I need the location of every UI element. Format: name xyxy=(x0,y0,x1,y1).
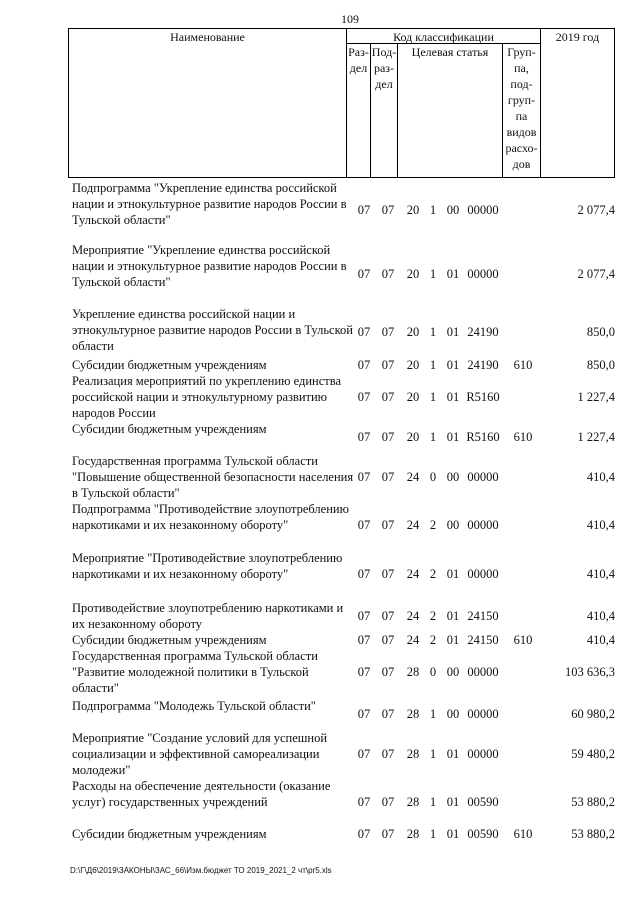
row-code3: 01 xyxy=(446,267,460,281)
row-code1: 20 xyxy=(406,203,420,217)
row-subsection: 07 xyxy=(381,267,395,281)
row-subsection: 07 xyxy=(381,518,395,532)
row-name: Подпрограмма "Укрепление единства российской нации и этнокультурное развитие народов России в Тульской области" xyxy=(72,181,347,227)
row-amount: 850,0 xyxy=(586,325,615,339)
row-code4: R5160 xyxy=(466,430,500,444)
row-code4: 00000 xyxy=(467,470,499,484)
row-name: Субсидии бюджетным учреждениям xyxy=(72,827,267,841)
row-code2: 1 xyxy=(429,430,437,444)
row-name: Государственная программа Тульской области "Развитие молодежной политики в Тульской области" xyxy=(72,649,318,695)
row-code3: 01 xyxy=(446,358,460,372)
row-section: 07 xyxy=(357,358,371,372)
row-section: 07 xyxy=(357,665,371,679)
row-code3: 01 xyxy=(446,325,460,339)
row-section: 07 xyxy=(357,518,371,532)
row-code1: 28 xyxy=(406,747,420,761)
row-code1: 28 xyxy=(406,665,420,679)
row-amount: 60 980,2 xyxy=(571,707,615,721)
row-code3: 01 xyxy=(446,747,460,761)
row-code4: R5160 xyxy=(466,390,500,404)
row-code3: 00 xyxy=(446,665,460,679)
row-amount: 59 480,2 xyxy=(571,747,615,761)
header-subsection xyxy=(370,43,398,178)
row-code4: 00000 xyxy=(467,267,499,281)
row-amount: 2 077,4 xyxy=(577,203,615,217)
row-vid: 610 xyxy=(513,430,533,444)
row-name: Субсидии бюджетным учреждениям xyxy=(72,633,267,647)
header-section xyxy=(346,43,371,178)
row-subsection: 07 xyxy=(381,470,395,484)
row-name: Расходы на обеспечение деятельности (оказание услуг) государственных учреждений xyxy=(72,779,331,809)
row-amount: 103 636,3 xyxy=(565,665,615,679)
row-subsection: 07 xyxy=(381,633,395,647)
row-code2: 2 xyxy=(429,609,437,623)
row-code3: 01 xyxy=(446,567,460,581)
row-name: Мероприятие "Противодействие злоупотреблению наркотиками и их незаконному обороту" xyxy=(72,551,343,581)
row-section: 07 xyxy=(357,203,371,217)
row-code3: 00 xyxy=(446,518,460,532)
header-name-label: Наименование xyxy=(170,30,245,44)
header-year xyxy=(540,28,615,178)
row-amount: 53 880,2 xyxy=(571,827,615,841)
row-name: Противодействие злоупотреблению наркотиками и их незаконному обороту xyxy=(72,601,344,631)
row-code1: 28 xyxy=(406,707,420,721)
row-code4: 24150 xyxy=(467,633,499,647)
row-code3: 01 xyxy=(446,795,460,809)
row-code3: 00 xyxy=(446,203,460,217)
header-vid xyxy=(502,43,541,178)
row-subsection: 07 xyxy=(381,827,395,841)
row-subsection: 07 xyxy=(381,567,395,581)
row-section: 07 xyxy=(357,827,371,841)
row-code1: 20 xyxy=(406,390,420,404)
row-code4: 00590 xyxy=(467,827,499,841)
row-name: Реализация мероприятий по укреплению единства российской нации и этнокультурному развитию народов России xyxy=(72,374,342,420)
row-code4: 00000 xyxy=(467,203,499,217)
row-name: Государственная программа Тульской области "Повышение общественной безопасности населения в Тульской области" xyxy=(72,454,354,500)
row-name: Укрепление единства российской нации и этнокультурное развитие народов России в Тульской области xyxy=(72,307,353,353)
row-section: 07 xyxy=(357,707,371,721)
row-code3: 00 xyxy=(446,470,460,484)
row-code3: 01 xyxy=(446,390,460,404)
row-section: 07 xyxy=(357,430,371,444)
row-code2: 1 xyxy=(429,827,437,841)
row-code1: 20 xyxy=(406,325,420,339)
page-number: 109 xyxy=(341,12,359,26)
row-section: 07 xyxy=(357,567,371,581)
header-subsection-label: Под- раз- дел xyxy=(371,45,397,91)
row-amount: 1 227,4 xyxy=(577,430,615,444)
row-name: Подпрограмма "Противодействие злоупотреблению наркотиками и их незаконному обороту" xyxy=(72,502,349,532)
row-subsection: 07 xyxy=(381,747,395,761)
row-amount: 410,4 xyxy=(586,518,615,532)
row-amount: 53 880,2 xyxy=(571,795,615,809)
row-code2: 0 xyxy=(429,470,437,484)
row-amount: 410,4 xyxy=(586,609,615,623)
row-code2: 0 xyxy=(429,665,437,679)
row-code3: 01 xyxy=(446,609,460,623)
table-header xyxy=(68,28,615,178)
row-code2: 1 xyxy=(429,747,437,761)
row-subsection: 07 xyxy=(381,430,395,444)
row-code4: 24150 xyxy=(467,609,499,623)
row-section: 07 xyxy=(357,325,371,339)
row-code2: 1 xyxy=(429,707,437,721)
row-code2: 2 xyxy=(429,518,437,532)
row-name: Подпрограмма "Молодежь Тульской области" xyxy=(72,699,316,713)
row-code1: 28 xyxy=(406,795,420,809)
row-amount: 410,4 xyxy=(586,470,615,484)
row-subsection: 07 xyxy=(381,390,395,404)
row-section: 07 xyxy=(357,390,371,404)
header-name xyxy=(68,28,347,178)
row-code1: 24 xyxy=(406,567,420,581)
row-code3: 01 xyxy=(446,827,460,841)
row-subsection: 07 xyxy=(381,325,395,339)
row-code4: 24190 xyxy=(467,325,499,339)
row-name: Субсидии бюджетным учреждениям xyxy=(72,422,267,436)
row-amount: 1 227,4 xyxy=(577,390,615,404)
row-section: 07 xyxy=(357,267,371,281)
row-code1: 24 xyxy=(406,518,420,532)
row-name: Мероприятие "Создание условий для успешной социализации и эффективной самореализации молодежи" xyxy=(72,731,328,777)
row-section: 07 xyxy=(357,747,371,761)
row-code3: 01 xyxy=(446,633,460,647)
header-vid-label: Груп- па, под- груп- па видов расхо- дов xyxy=(505,45,538,171)
row-subsection: 07 xyxy=(381,358,395,372)
row-subsection: 07 xyxy=(381,795,395,809)
row-section: 07 xyxy=(357,609,371,623)
row-section: 07 xyxy=(357,470,371,484)
row-code3: 01 xyxy=(446,430,460,444)
row-subsection: 07 xyxy=(381,707,395,721)
header-target xyxy=(397,43,503,178)
row-code2: 1 xyxy=(429,325,437,339)
row-section: 07 xyxy=(357,633,371,647)
footer-file-path: D:\Г\Д6\2019\ЗАКОНЫ\ЗАС_66\Изм.бюджет ТО 2019_2021_2 чт\pr5.xls xyxy=(70,866,332,875)
row-name: Субсидии бюджетным учреждениям xyxy=(72,358,267,372)
row-amount: 410,4 xyxy=(586,633,615,647)
row-vid: 610 xyxy=(513,633,533,647)
row-code3: 00 xyxy=(446,707,460,721)
row-amount: 2 077,4 xyxy=(577,267,615,281)
row-subsection: 07 xyxy=(381,609,395,623)
row-code2: 1 xyxy=(429,358,437,372)
row-amount: 850,0 xyxy=(586,358,615,372)
row-code1: 20 xyxy=(406,430,420,444)
row-vid: 610 xyxy=(513,827,533,841)
header-year-label: 2019 год xyxy=(555,30,600,44)
row-amount: 410,4 xyxy=(586,567,615,581)
row-code1: 24 xyxy=(406,609,420,623)
row-code4: 00000 xyxy=(467,707,499,721)
row-code2: 2 xyxy=(429,567,437,581)
row-code1: 24 xyxy=(406,633,420,647)
row-code2: 1 xyxy=(429,390,437,404)
header-target-label: Целевая статья xyxy=(411,45,489,59)
row-subsection: 07 xyxy=(381,665,395,679)
row-code1: 24 xyxy=(406,470,420,484)
row-code4: 24190 xyxy=(467,358,499,372)
row-code4: 00590 xyxy=(467,795,499,809)
row-code1: 20 xyxy=(406,267,420,281)
row-code4: 00000 xyxy=(467,518,499,532)
header-code-group xyxy=(346,28,541,44)
row-code4: 00000 xyxy=(467,747,499,761)
row-code4: 00000 xyxy=(467,665,499,679)
row-code1: 28 xyxy=(406,827,420,841)
row-subsection: 07 xyxy=(381,203,395,217)
row-name: Мероприятие "Укрепление единства российской нации и этнокультурное развитие народов России в Тульской области" xyxy=(72,243,347,289)
row-code2: 1 xyxy=(429,267,437,281)
row-code1: 20 xyxy=(406,358,420,372)
row-code2: 2 xyxy=(429,633,437,647)
row-section: 07 xyxy=(357,795,371,809)
header-section-label: Раз- дел xyxy=(348,45,369,75)
row-code2: 1 xyxy=(429,203,437,217)
header-code-group-label: Код классификации xyxy=(393,30,494,44)
row-code2: 1 xyxy=(429,795,437,809)
row-vid: 610 xyxy=(513,358,533,372)
row-code4: 00000 xyxy=(467,567,499,581)
